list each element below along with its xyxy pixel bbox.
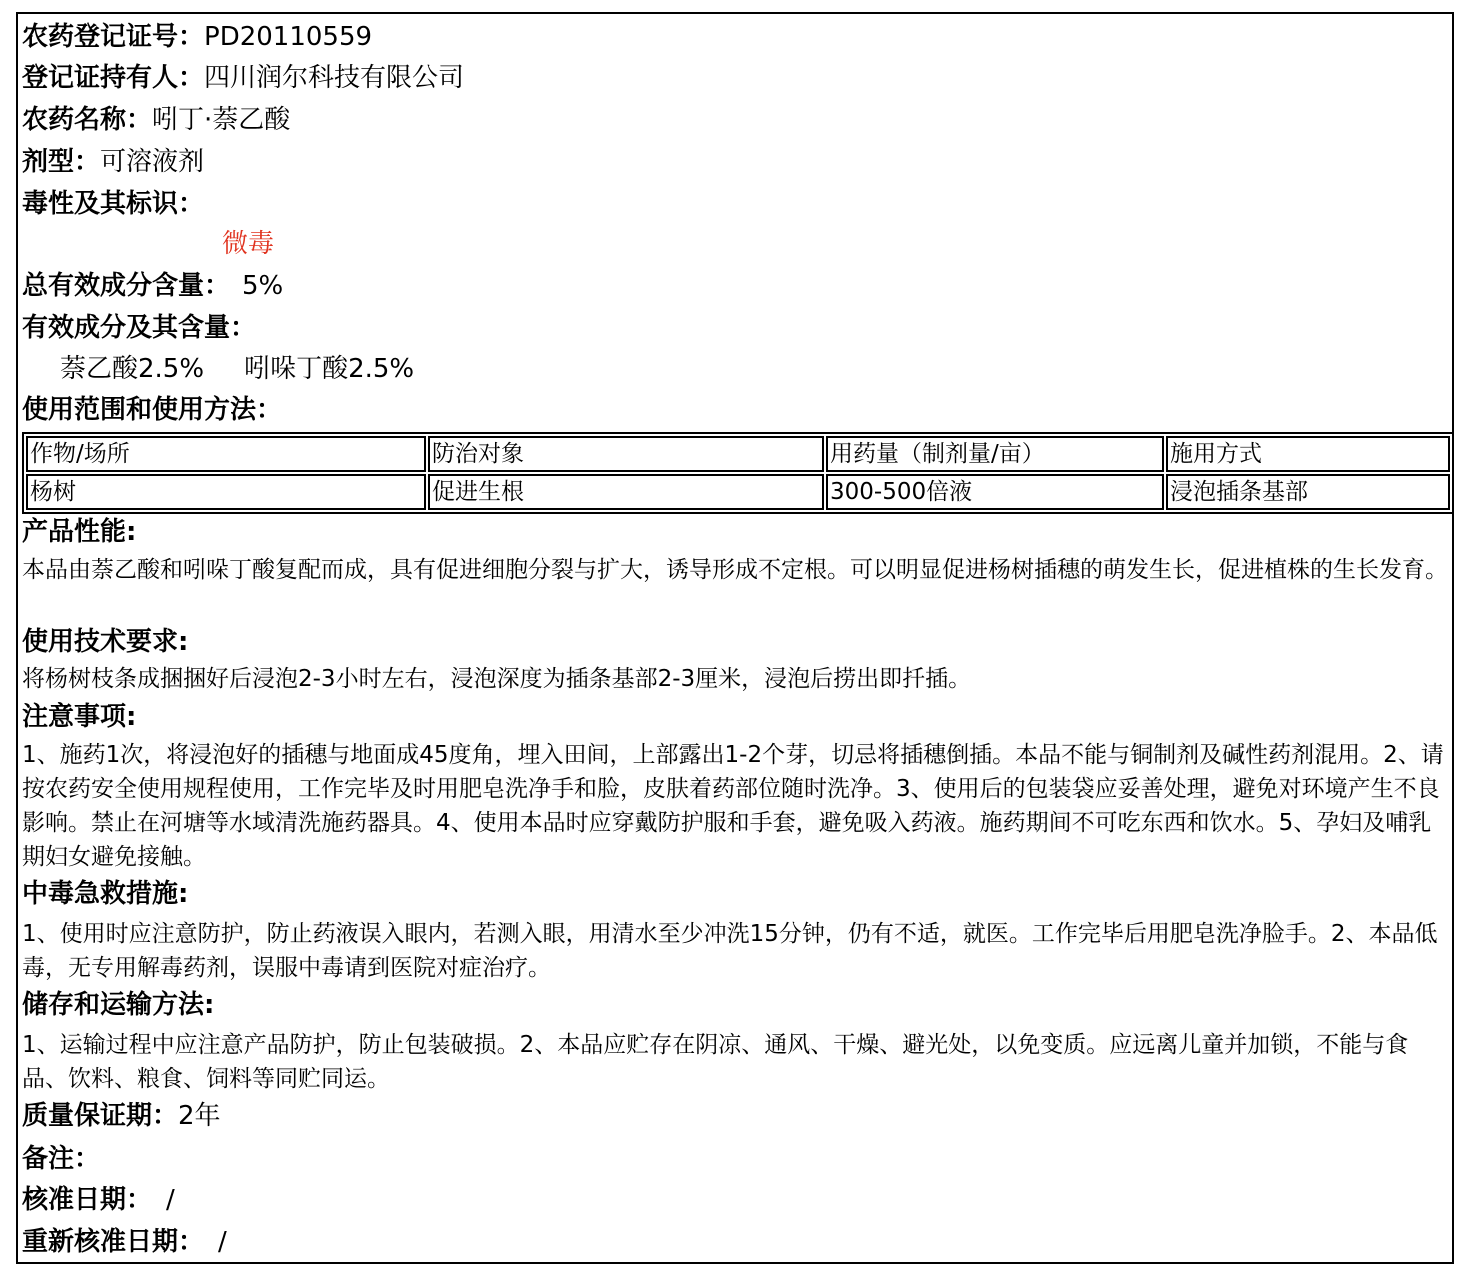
holder-value: 四川润尔科技有限公司 (204, 63, 465, 93)
reapproval-date-value: / (218, 1227, 227, 1257)
table-cell: 浸泡插条基部 (1166, 474, 1450, 510)
name-label: 农药名称： (22, 105, 153, 135)
table-cell: 促进生根 (428, 474, 824, 510)
first-aid-title: 中毒急救措施: (22, 879, 189, 909)
table-header-row (26, 436, 1450, 472)
formulation-value: 可溶液剂 (100, 147, 205, 177)
formulation-label: 剂型： (22, 147, 101, 177)
total-content-value: 5% (242, 271, 284, 301)
table-row (26, 474, 1450, 510)
first-aid-text: 1、使用时应注意防护，防止药液误入眼内，若测入眼，用清水至少冲洗15分钟，仍有不适，就医。工作完毕后用肥皂洗净脸手。2、本品低毒，无专用解毒药剂，误服中毒请到医院对症治疗。 (22, 921, 1438, 981)
ingredient-item: 萘乙酸2.5% (60, 354, 205, 384)
ingredients-row (22, 311, 256, 345)
table-header-cell: 用药量（制剂量/亩） (826, 436, 1164, 472)
reapproval-date-label: 重新核准日期： (22, 1227, 205, 1257)
cautions-title: 注意事项: (22, 702, 137, 732)
remarks-row (22, 1142, 100, 1176)
usage-title: 使用范围和使用方法： (22, 395, 283, 425)
technique-text: 将杨树枝条成捆捆好后浸泡2-3小时左右，浸泡深度为插条基部2-3厘米，浸泡后捞出即扦插。 (22, 666, 972, 692)
table-cell: 杨树 (26, 474, 426, 510)
shelf-life-row (22, 1099, 221, 1133)
remarks-label: 备注： (22, 1144, 101, 1174)
ingredients-list (60, 352, 414, 386)
ingredient-item: 吲哚丁酸2.5% (244, 354, 415, 384)
storage-title: 储存和运输方法: (22, 990, 215, 1020)
cautions-text: 1、施药1次，将浸泡好的插穗与地面成45度角，埋入田间，上部露出1-2个芽，切忌将插穗倒插。本品不能与铜制剂及碱性药剂混用。2、请按农药安全使用规程使用，工作完毕及时用肥皂洗净手和脸，皮肤着药部位随时洗净。3、使用后的包装袋应妥善处理，避免对环境产生不良影响。禁止在河塘等水域清洗施药器具。4、使用本品时应穿戴防护服和手套，避免吸入药液。施药期间不可吃东西和饮水。5、孕妇及哺乳期妇女避免接触。 (22, 742, 1444, 870)
table-header-cell: 防治对象 (428, 436, 824, 472)
toxicity-row (22, 187, 204, 221)
performance-text: 本品由萘乙酸和吲哚丁酸复配而成，具有促进细胞分裂与扩大，诱导形成不定根。可以明显促进杨树插穗的萌发生长，促进植株的生长发育。 (22, 557, 1448, 583)
toxicity-label: 毒性及其标识： (22, 189, 205, 219)
total-content-row (22, 269, 283, 303)
holder-label: 登记证持有人： (22, 63, 205, 93)
performance-title: 产品性能: (22, 517, 137, 547)
reapproval-date-row (22, 1225, 227, 1259)
approval-date-label: 核准日期： (22, 1185, 153, 1215)
storage-text: 1、运输过程中应注意产品防护，防止包装破损。2、本品应贮存在阴凉、通风、干燥、避光处，以免变质。应远离儿童并加锁，不能与食品、饮料、粮食、饲料等同贮同运。 (22, 1032, 1409, 1092)
ingredients-label: 有效成分及其含量： (22, 313, 257, 343)
technique-title: 使用技术要求: (22, 627, 189, 657)
usage-table (22, 432, 1454, 514)
shelf-life-value: 2年 (178, 1101, 221, 1131)
reg-no-row (22, 20, 372, 54)
table-header-cell: 作物/场所 (26, 436, 426, 472)
approval-date-value: / (166, 1185, 175, 1215)
reg-no-value: PD20110559 (204, 22, 373, 52)
name-value: 吲丁·萘乙酸 (152, 105, 291, 135)
formulation-row (22, 145, 204, 179)
total-content-label: 总有效成分含量： (22, 271, 231, 301)
shelf-life-label: 质量保证期： (22, 1101, 179, 1131)
table-header-cell: 施用方式 (1166, 436, 1450, 472)
reg-no-label: 农药登记证号： (22, 22, 205, 52)
approval-date-row (22, 1183, 175, 1217)
toxicity-value: 微毒 (222, 229, 275, 259)
name-row (22, 103, 290, 137)
holder-row (22, 61, 464, 95)
table-cell: 300-500倍液 (826, 474, 1164, 510)
